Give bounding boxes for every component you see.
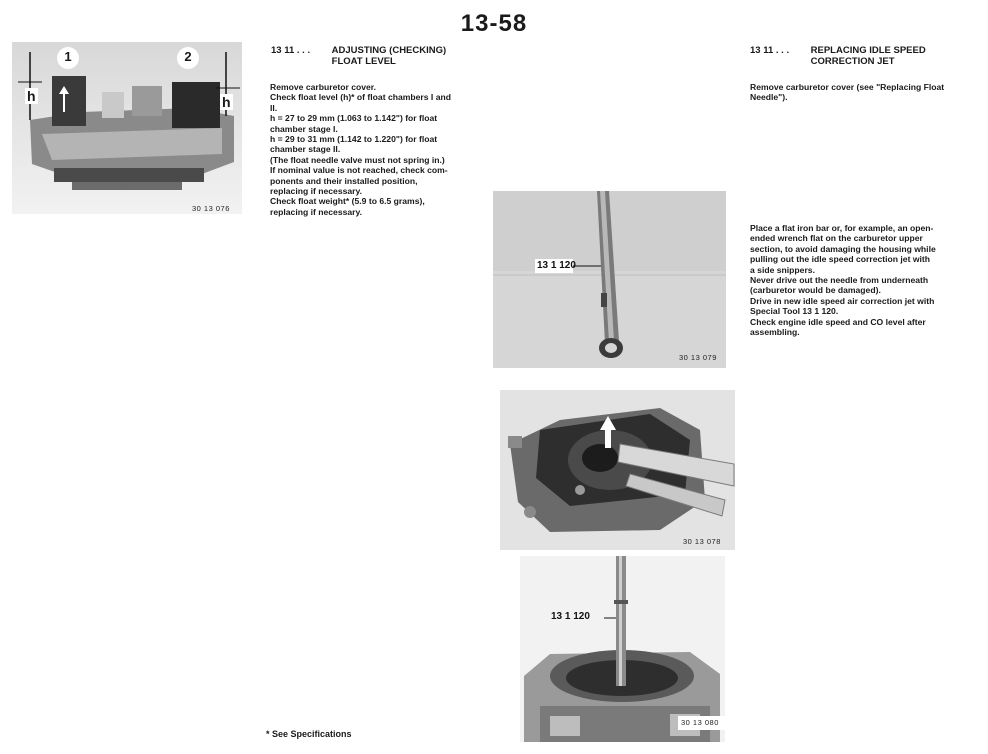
section-number-left: 13 11 . . .: [271, 45, 311, 56]
figure-special-tool: [493, 191, 726, 368]
figure-float-level: [12, 42, 242, 214]
intro-line: Needle").: [750, 92, 788, 103]
dimension-h-right: h: [222, 94, 231, 110]
figure-driving-jet: [520, 556, 725, 742]
body-line: a side snippers.: [750, 264, 815, 275]
body-line: h = 27 to 29 mm (1.063 to 1.142") for float: [270, 113, 438, 124]
section-body-float-level: [270, 82, 451, 217]
marker-1: 1: [64, 49, 72, 64]
special-tool-photo: [493, 191, 726, 368]
body-line: (The float needle valve must not spring in.): [270, 154, 445, 165]
body-line: ponents and their installed position,: [270, 175, 418, 186]
section-title-left-line-2: FLOAT LEVEL: [331, 56, 396, 67]
body-line: Check engine idle speed and CO level after: [750, 316, 926, 327]
figure-code-078: 30 13 078: [683, 537, 721, 546]
section-title-right-line-2: CORRECTION JET: [810, 56, 895, 67]
body-line: Check float level (h)* of float chambers I and: [270, 92, 451, 103]
marker-2: 2: [184, 49, 192, 64]
figure-code-079: 30 13 079: [679, 353, 717, 362]
body-line: Special Tool 13 1 120.: [750, 306, 839, 317]
body-line: assembling.: [750, 327, 800, 338]
figure-code-076: 30 13 076: [192, 204, 230, 213]
dimension-h-left: h: [27, 88, 36, 104]
body-line: Place a flat iron bar or, for example, an open-: [750, 223, 934, 233]
body-line: pulling out the idle speed correction jet with: [750, 254, 931, 265]
body-line: h = 29 to 31 mm (1.142 to 1.220") for float: [270, 134, 438, 145]
tool-label-079: 13 1 120: [537, 260, 576, 271]
section-number-right: 13 11 . . .: [750, 45, 790, 56]
body-line: (carburetor would be damaged).: [750, 285, 881, 296]
body-line: replacing if necessary.: [270, 186, 363, 197]
figure-wrench-carburetor: [500, 390, 735, 550]
body-line: section, to avoid damaging the housing while: [750, 243, 936, 254]
section-title-left-line-1: ADJUSTING (CHECKING): [331, 45, 447, 56]
body-line: Check float weight* (5.9 to 6.5 grams),: [270, 196, 425, 207]
body-line: Drive in new idle speed air correction jet with: [750, 295, 935, 306]
driving-jet-photo: [520, 556, 725, 742]
body-line: Never drive out the needle from underneath: [750, 275, 929, 286]
tool-label-080: 13 1 120: [551, 611, 590, 622]
section-title-right-line-1: REPLACING IDLE SPEED: [810, 45, 926, 56]
footnote: * See Specifications: [266, 729, 352, 739]
section-heading-float-level: [271, 45, 446, 67]
body-line: Remove carburetor cover.: [270, 82, 377, 92]
section-heading-idle-jet: [750, 45, 926, 67]
body-line: replacing if necessary.: [270, 206, 363, 217]
intro-line: Remove carburetor cover (see "Replacing Float: [750, 82, 945, 92]
body-line: chamber stage I.: [270, 123, 338, 134]
body-line: chamber stage II.: [270, 144, 341, 155]
body-line: II.: [270, 102, 278, 113]
wrench-carburetor-photo: [500, 390, 735, 550]
section-intro-idle-jet: [750, 82, 944, 103]
figure-code-080: 30 13 080: [681, 718, 719, 727]
body-line: If nominal value is not reached, check com-: [270, 165, 448, 176]
float-level-photo: [12, 42, 242, 214]
page-number: 13-58: [460, 10, 528, 37]
section-body-idle-jet: [750, 223, 936, 337]
body-line: ended wrench flat on the carburetor upper: [750, 233, 923, 244]
